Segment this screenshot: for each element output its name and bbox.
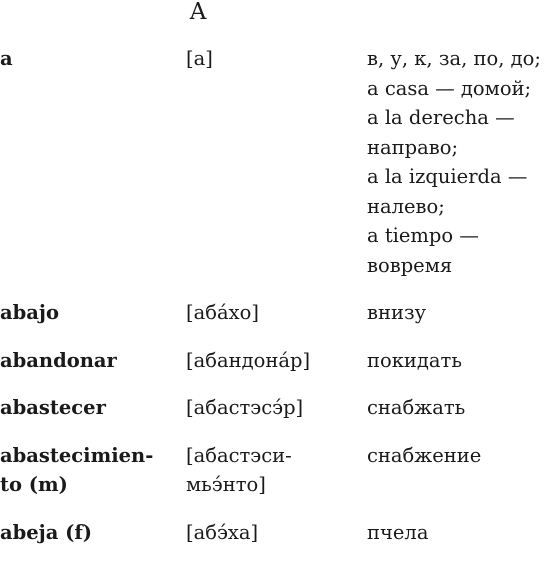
translation: внизу — [367, 301, 427, 324]
dictionary-entries — [0, 44, 552, 565]
dictionary-entry — [0, 393, 552, 423]
dictionary-entry — [0, 441, 552, 500]
headword: abajo — [0, 301, 59, 324]
headword: abastecer — [0, 396, 106, 419]
translation: снабжение — [367, 443, 482, 467]
pronunciation: [абандона́р] — [186, 348, 311, 372]
headword: a — [0, 47, 13, 70]
dictionary-entry — [0, 44, 552, 280]
section-letter-heading: A — [189, 0, 207, 25]
pronunciation: [абастэси- мьэ́нто] — [186, 443, 292, 496]
pronunciation: [абастэсэ́р] — [186, 396, 304, 419]
dictionary-entry — [0, 346, 552, 376]
pronunciation: [a] — [186, 47, 213, 70]
headword: abandonar — [0, 348, 117, 372]
dictionary-entry — [0, 518, 552, 548]
translation: пчела — [367, 520, 429, 544]
translation: покидать — [367, 348, 462, 372]
headword: abastecimien- to (m) — [0, 443, 154, 496]
dictionary-entry — [0, 298, 552, 328]
translation: снабжать — [367, 396, 466, 419]
pronunciation: [абэ́ха] — [186, 520, 259, 544]
headword: abeja (f) — [0, 520, 92, 544]
pronunciation: [аба́хо] — [186, 301, 259, 324]
translation: в, у, к, за, по, до; a casa — домой; a la derecha — направо; a la izquierda — налево; a tiempo — вовремя — [367, 47, 541, 277]
